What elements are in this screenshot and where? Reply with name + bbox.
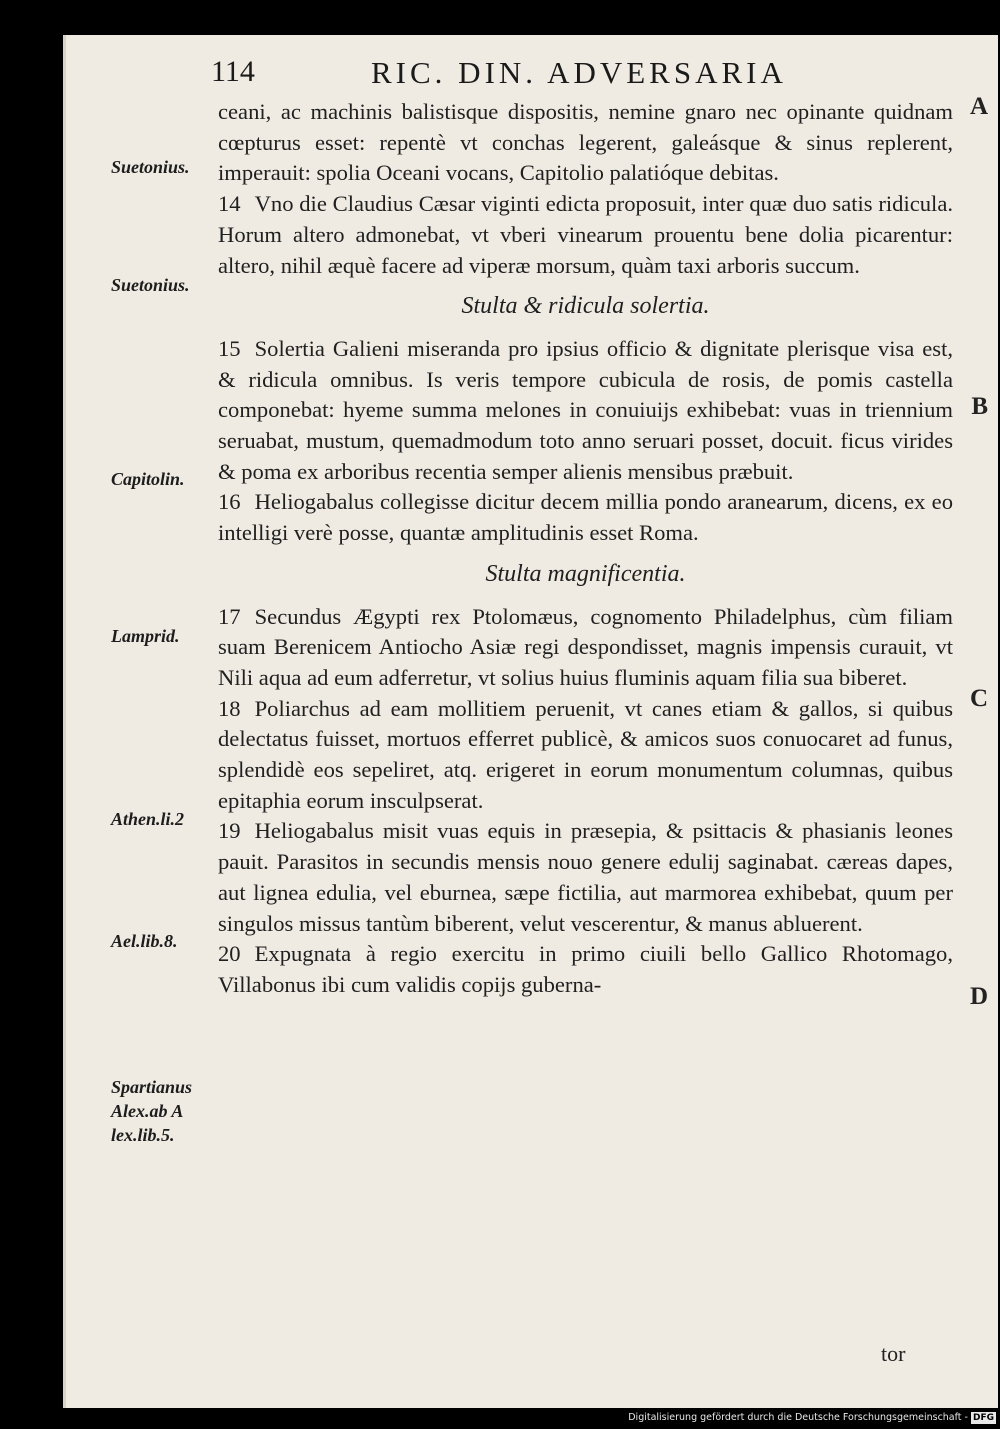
paragraph: 20 Expugnata à regio exercitu in primo ciuili bello Gallico Rhotomago, Villabonus ibi cum validis copijs guberna- — [218, 941, 953, 997]
margin-note: Alex.ab A — [111, 1101, 184, 1121]
margin-note: Ael.lib.8. — [111, 931, 178, 951]
digitization-footer — [600, 1409, 996, 1427]
running-title: RIC. DIN. ADVERSARIA — [371, 55, 787, 90]
dfg-logo-icon: DFG — [972, 1413, 994, 1423]
paragraph: 18 Poliarchus ad eam mollitiem peruenit, vt canes etiam & gallos, si quibus delectatus fuisset, mortuos efferret publicè, & amicos suos conuocaret ad funus, splendidè eos sepeliret, atq. erigeret in eorum monumentum columnas, quibus epitaphia eorum insculpserat. — [218, 695, 953, 813]
paragraph-number: 20 — [218, 941, 241, 967]
margin-note: Athen.li.2 — [111, 809, 185, 829]
margin-note: lex.lib.5. — [111, 1125, 175, 1145]
paragraph: ceani, ac machinis balistisque dispositis, nemine gnaro nec opinante quidnam cœpturus esset: repentè vt conchas legerent, galeásque & sinus replerent, imperauit: spolia Oceani vocans, Capitolio palatióque debitas. — [218, 99, 953, 186]
paragraph-number: 16 — [218, 489, 241, 515]
paragraph-number: 15 — [218, 335, 241, 361]
footer-text: Digitalisierung gefördert durch die Deutsche Forschungsgemeinschaft - — [628, 1412, 968, 1423]
margin-note: Suetonius. — [111, 157, 190, 177]
signature-mark: A — [969, 93, 988, 120]
paragraph-number: 19 — [218, 818, 241, 844]
paragraph: 19 Heliogabalus misit vuas equis in præsepia, & psittacis & phasianis leones pauit. Parasitos in secundis mensis nouo genere edulij saginabat. cæreas dapes, aut lignea edulia, vel eburnea, sæpe fictilia, aut marmorea exhibebat, quum per singulos missus tantùm biberent, velut vescerentur, & manus abluerent. — [218, 818, 953, 936]
margin-note: Suetonius. — [111, 275, 190, 295]
running-head — [66, 55, 998, 95]
paragraph: 15 Solertia Galieni miseranda pro ipsius officio & dignitate plerisque visa est, & ridicula omnibus. Is veris tempore cubicula de rosis, de pomis castella componebat: hyeme summa melones in conuiuijs exhibebat: vuas in triennium seruabat, mustum, quemadmodum toto anno seruari posset, docuit. ficus virides & poma ex arboribus recentia semper alienis mensibus præbuit. — [218, 335, 953, 484]
margin-note: Lamprid. — [111, 626, 180, 646]
margin-note: Capitolin. — [111, 469, 185, 489]
section-heading: Stulta & ridicula solertia. — [461, 293, 710, 320]
paragraph-number: 18 — [218, 695, 241, 721]
body-text — [218, 97, 953, 1001]
paragraph: 17 Secundus Ægypti rex Ptolomæus, cognomento Philadelphus, cùm filiam suam Berenicem Antiocho Asiæ regi despondisset, magnis impensis curauit, vt Nili aqua ad eum adferretur, vt solius huius fluminis aquam filia sua biberet. — [218, 603, 953, 690]
paragraph: 14 Vno die Claudius Cæsar viginti edicta proposuit, inter quæ duo satis ridicula. Horum altero admonebat, vt vberi vinearum prouentu bene dolia picarentur: altero, nihil æquè facere ad viperæ morsum, quàm taxi arboris succum. — [218, 191, 953, 278]
catchword: tor — [881, 1341, 906, 1366]
paragraph-number: 14 — [218, 191, 241, 217]
signature-mark: C — [969, 685, 988, 712]
paragraph: 16 Heliogabalus collegisse dicitur decem millia pondo aranearum, dicens, ex eo intelligi verè posse, quantæ amplitudinis esset Roma. — [218, 489, 953, 546]
paragraph-number: 17 — [218, 603, 241, 629]
margin-note: Spartianus — [111, 1077, 193, 1097]
book-page — [63, 35, 998, 1408]
section-heading: Stulta magnificentia. — [485, 560, 686, 587]
signature-mark: B — [971, 393, 988, 420]
page-number: 114 — [211, 55, 255, 88]
signature-mark: D — [969, 983, 988, 1010]
